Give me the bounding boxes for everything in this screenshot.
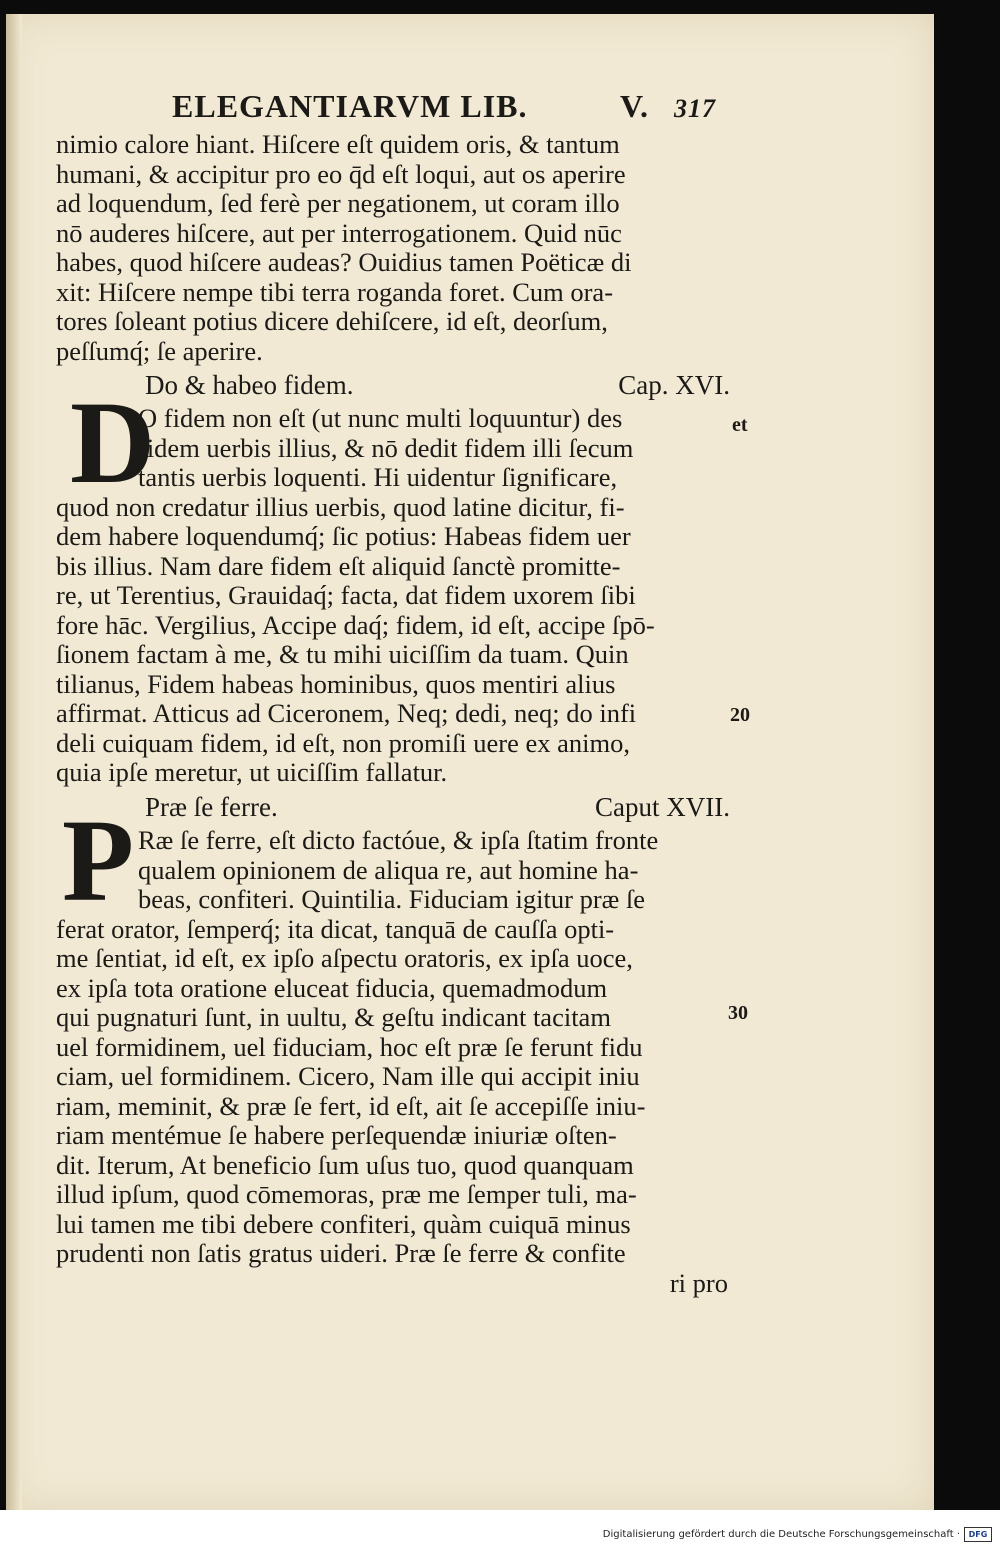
drop-cap: D [70, 377, 156, 508]
text-line: fidem uerbis illius, & nō dedit fidem illi ſecum [138, 433, 634, 463]
running-head [172, 88, 732, 128]
text-line: affirmat. Atticus ad Ciceronem, Neq; dedi, neq; do infi [56, 699, 637, 728]
chapter-number: Cap. XVI. [618, 370, 730, 400]
text-line: bis illius. Nam dare fidem eſt aliquid ſanctè promitte- [56, 551, 621, 581]
text-line: tores ſoleant potius dicere dehiſcere, id eſt, deorſum, [56, 307, 608, 336]
section-title: Præ ſe ferre. [145, 792, 278, 822]
text-line: ferat orator, ſemperq́; ita dicat, tanquā de cauſſa opti- [56, 914, 615, 944]
text-line: uel formidinem, uel fiduciam, hoc eſt præ ſe ferunt fidu [56, 1032, 643, 1062]
drop-cap: P [62, 795, 135, 926]
section-heading [145, 792, 730, 824]
text-line: xit: Hiſcere nempe tibi terra roganda foret. Cum ora- [56, 277, 614, 307]
text-line: lui tamen me tibi debere confiteri, quàm cuiquā minus [56, 1209, 631, 1239]
text-line: peſſumq́; ſe aperire. [56, 336, 263, 366]
text-line: beas, confiteri. Quintilia. Fiduciam igitur præ ſe [138, 885, 646, 914]
chapter-number: Caput XVII. [595, 792, 730, 822]
text-line: humani, & accipitur pro eo q̄d eſt loqui, aut os aperire [56, 159, 626, 189]
running-head-title: ELEGANTIARVM LIB. [172, 88, 528, 124]
text-line: ad loquendum, ſed ferè per negationem, ut coram illo [56, 189, 620, 218]
text-line: nimio calore hiant. Hiſcere eſt quidem oris, & tantum [56, 130, 620, 159]
margin-line-number: 30 [728, 1002, 748, 1024]
text-line: tantis uerbis loquenti. Hi uidentur ſignificare, [138, 463, 618, 492]
text-line: tilianus, Fidem habeas hominibus, quos mentiri alius [56, 669, 616, 699]
text-line: dit. Iterum, At beneficio ſum uſus tuo, quod quanquam [56, 1150, 634, 1180]
text-line: me ſentiat, id eſt, ex ipſo aſpectu oratoris, ex ipſa uoce, [56, 944, 633, 973]
section-title: Do & habeo fidem. [145, 370, 354, 400]
text-line: quia ipſe meretur, ut uiciſſim fallatur. [56, 758, 448, 787]
text-line: habes, quod hiſcere audeas? Ouidius tamen Poëticæ di [56, 248, 632, 277]
text-line: qualem opinionem de aliqua re, aut homine ha- [138, 855, 639, 885]
text-line: riam, meminit, & præ ſe fert, id eſt, ait ſe accepiſſe iniu- [56, 1091, 646, 1121]
text-line: riam mentémue ſe habere perſequendæ iniuriæ oſten- [56, 1121, 617, 1150]
text-line: nō auderes hiſcere, aut per interrogationem. Quid nūc [56, 218, 622, 248]
text-line: ciam, uel formidinem. Cicero, Nam ille qui accipit iniu [56, 1062, 640, 1091]
text-line: prudenti non ſatis gratus uideri. Præ ſe ferre & confite [56, 1239, 626, 1268]
section-heading [145, 370, 730, 402]
text-line: quod non credatur illius uerbis, quod latine dicitur, fi- [56, 492, 625, 522]
text-line: re, ut Terentius, Grauidaq́; facta, dat fidem uxorem ſibi [56, 581, 636, 610]
page-number: 317 [674, 94, 716, 123]
text-line: qui pugnaturi ſunt, in uultu, & geſtu indicant tacitam [56, 1003, 611, 1032]
text-line: ex ipſa tota oratione eluceat fiducia, quemadmodum [56, 973, 608, 1003]
text-line: Ræ ſe ferre, eſt dicto factóue, & ipſa ſtatim fronte [138, 826, 659, 855]
page-binding-shadow [6, 14, 22, 1510]
text-line: deli cuiquam fidem, id eſt, non promiſi uere ex animo, [56, 728, 631, 758]
text-line: dem habere loquendumq́; ſic potius: Habeas fidem uer [56, 522, 631, 551]
text-line: fore hāc. Vergilius, Accipe daq́; fidem, id eſt, accipe ſpō- [56, 610, 655, 640]
text-line: illud ipſum, quod cōmemoras, præ me ſemper tuli, ma- [56, 1180, 637, 1209]
catchword: ri pro [669, 1268, 728, 1298]
margin-line-number: 20 [730, 704, 750, 726]
running-head-volume: V. [620, 88, 649, 124]
margin-note: et [732, 414, 748, 436]
digitization-credit: Digitalisierung gefördert durch die Deutsche Forschungsgemeinschaft · [602, 1529, 960, 1540]
text-line: ſionem factam à me, & tu mihi uiciſſim da tuam. Quin [56, 640, 629, 669]
paragraph [56, 404, 728, 788]
dfg-logo: DFG [964, 1527, 992, 1542]
footer-strip [0, 1510, 1000, 1546]
text-line: O fidem non eſt (ut nunc multi loquuntur) des [138, 404, 623, 433]
paragraph [56, 826, 728, 1298]
paragraph-continuation [56, 130, 728, 366]
